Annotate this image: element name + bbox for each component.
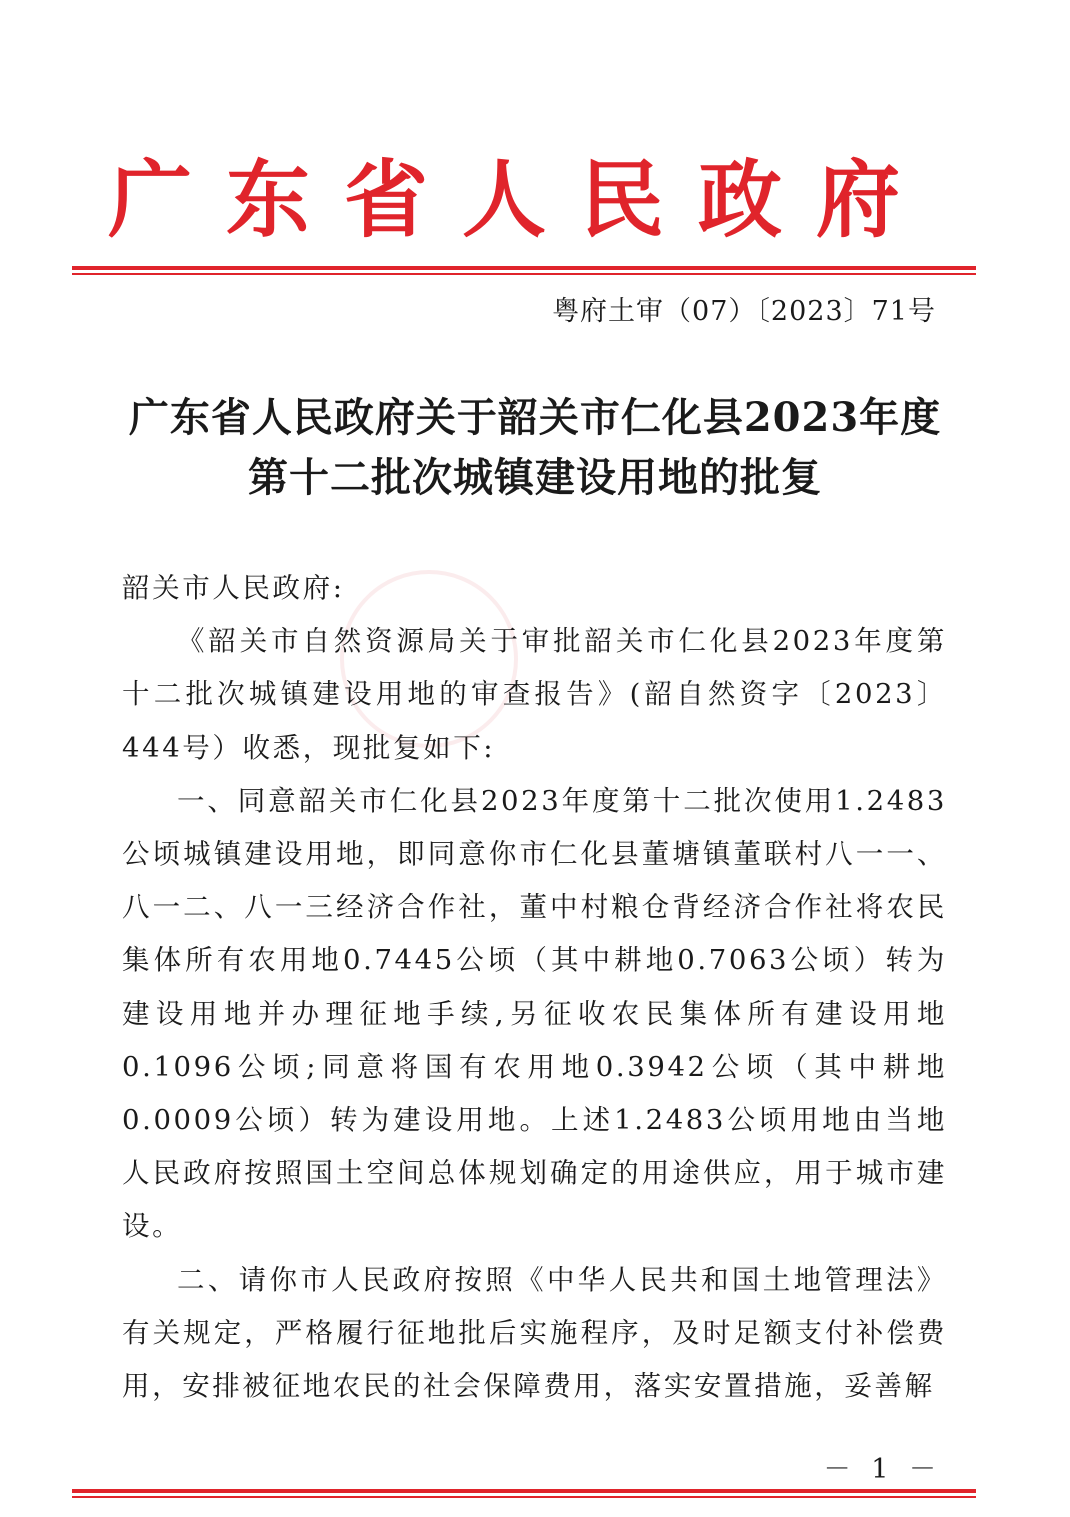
- footer-red-rule: [72, 1489, 976, 1493]
- page-number: － 1 －: [823, 1454, 942, 1485]
- footer-red-rule-thin: [72, 1496, 976, 1498]
- document-number: 粤府土审（07）〔2023〕71号: [552, 296, 936, 327]
- body-paragraph: 《韶关市自然资源局关于审批韶关市仁化县2023年度第十二批次城镇建设用地的审查报告》(韶自然资字〔2023〕444号）收悉，现批复如下:: [122, 625, 947, 764]
- document-title-line-2: 第十二批次城镇建设用地的批复: [248, 454, 822, 501]
- addressee: 韶关市人民政府:: [122, 572, 345, 604]
- header-red-rule-thin: [72, 273, 976, 275]
- body-paragraph: 一、同意韶关市仁化县2023年度第十二批次使用1.2483公顷城镇建设用地，即同意你市仁化县董塘镇董联村八一一、八一二、八一三经济合作社，董中村粮仓背经济合作社将农民集体所有农用地0.7445公顷（其中耕地0.7063公顷）转为建设用地并办理征地手续,另征收农民集体所有建设用地0.1096公顷;同意将国有农用地0.3942公顷（其中耕地0.0009公顷）转为建设用地。上述1.2483公顷用地由当地人民政府按照国土空间总体规划确定的用途供应，用于城市建设。: [122, 784, 947, 1243]
- issuer-header: 广东省人民政府: [108, 150, 935, 249]
- document-body: [122, 562, 947, 1413]
- header-red-rule: [72, 266, 976, 270]
- document-title-line-1: 广东省人民政府关于韶关市仁化县2023年度: [128, 394, 942, 441]
- body-paragraph: 二、请你市人民政府按照《中华人民共和国土地管理法》有关规定，严格履行征地批后实施程序，及时足额支付补偿费用，安排被征地农民的社会保障费用，落实安置措施，妥善解: [122, 1263, 947, 1403]
- document-title: [80, 388, 990, 508]
